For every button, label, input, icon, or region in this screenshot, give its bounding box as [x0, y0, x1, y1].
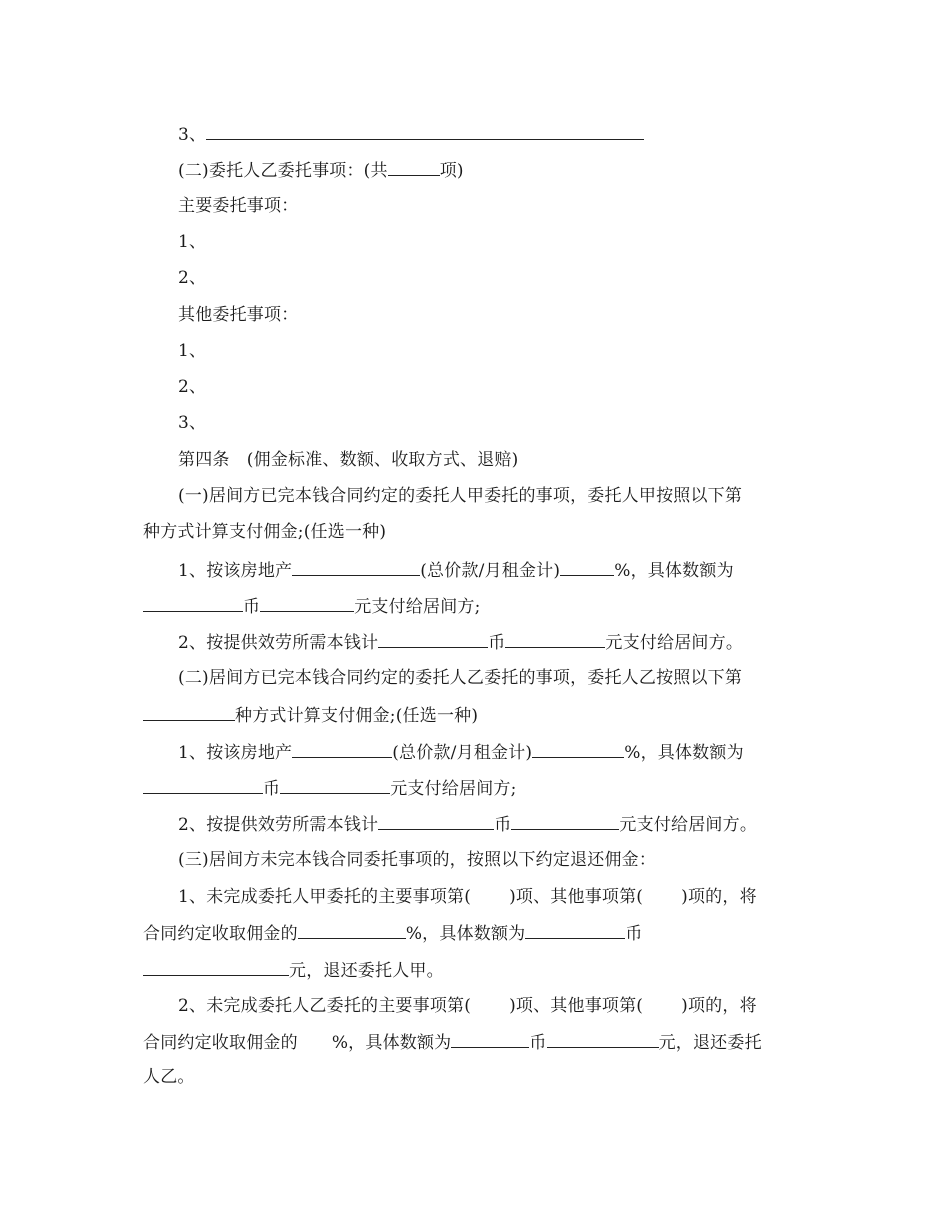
text-segment: )项的，将 [681, 996, 757, 1016]
section-2-heading [178, 158, 858, 182]
blank-line [292, 740, 392, 758]
text-segment: 币 [243, 597, 261, 617]
article-4-heading: 第四条 (佣金标准、数额、收取方式、退赔) [178, 450, 519, 470]
list-item: 1、 [178, 232, 207, 252]
paragraph-line [143, 703, 823, 727]
blank-line [143, 776, 263, 794]
text-segment: 元，退还委托 [658, 1033, 762, 1053]
blank-line [143, 594, 243, 612]
blank-line [260, 594, 354, 612]
paragraph-line: (三)居间方未完本钱合同委托事项的，按照以下约定退还佣金： [178, 850, 657, 870]
list-item: 3、 [178, 413, 207, 433]
list-item: 1、 [178, 341, 207, 361]
text-segment: 2、按提供效劳所需本钱计 [178, 633, 379, 653]
text-segment: 1、按该房地产 [178, 561, 293, 581]
item-3-line [178, 122, 858, 146]
text-segment: %，具体数额为 [331, 1033, 452, 1053]
blank-line [206, 122, 644, 140]
blank-line [298, 921, 406, 939]
paragraph-line [143, 776, 823, 800]
text-segment: 2、未完成委托人乙委托的主要事项第( [178, 996, 472, 1016]
blank-gap [471, 994, 509, 1011]
blank-gap [643, 994, 681, 1011]
list-item: 2、 [178, 268, 207, 288]
blank-line [532, 740, 624, 758]
blank-line [292, 558, 420, 576]
item-number: 3、 [178, 125, 207, 145]
text-segment: 合同约定收取佣金的 [143, 1033, 298, 1053]
blank-line [378, 812, 494, 830]
paragraph-line [178, 994, 858, 1017]
text-segment: 元支付给居间方。 [619, 815, 758, 835]
blank-line [547, 1030, 659, 1048]
text-segment: 合同约定收取佣金的 [143, 924, 298, 944]
text-segment: )项的，将 [681, 887, 757, 907]
text-segment: (总价款/月租金计) [392, 743, 533, 763]
blank-line [280, 776, 390, 794]
text-segment: )项、其他事项第( [509, 887, 644, 907]
blank-gap [298, 1031, 332, 1048]
blank-line [525, 921, 625, 939]
list-item: 2、 [178, 377, 207, 397]
text-segment: 币 [625, 924, 643, 944]
paragraph-line [178, 812, 858, 836]
main-items-heading: 主要委托事项： [178, 196, 299, 216]
paragraph-line [178, 558, 858, 582]
text-segment: )项、其他事项第( [509, 996, 644, 1016]
blank-gap [643, 885, 681, 902]
paragraph-line [178, 740, 858, 764]
text-segment: 项) [439, 161, 464, 181]
text-segment: 种方式计算支付佣金;(任选一种) [235, 706, 479, 726]
blank-line [560, 558, 614, 576]
paragraph-line [143, 958, 823, 982]
other-items-heading: 其他委托事项： [178, 305, 299, 325]
text-segment: 币 [494, 815, 512, 835]
text-segment: 元支付给居间方; [390, 779, 517, 799]
paragraph-line: (一)居间方已完本钱合同约定的委托人甲委托的事项，委托人甲按照以下第 [178, 486, 743, 506]
blank-line [143, 958, 289, 976]
blank-gap [471, 885, 509, 902]
blank-line [505, 630, 605, 648]
text-segment: 2、按提供效劳所需本钱计 [178, 815, 379, 835]
text-segment: 1、按该房地产 [178, 743, 293, 763]
text-segment: %，具体数额为 [624, 743, 744, 763]
text-segment: 元，退还委托人甲。 [289, 961, 444, 981]
blank-line [511, 812, 619, 830]
text-segment: %，具体数额为 [614, 561, 734, 581]
text-segment: 元支付给居间方; [354, 597, 481, 617]
paragraph-line [178, 885, 858, 908]
text-segment: (二)委托人乙委托事项：(共 [178, 161, 388, 181]
paragraph-line: (二)居间方已完本钱合同约定的委托人乙委托的事项，委托人乙按照以下第 [178, 668, 743, 688]
blank-line [451, 1030, 529, 1048]
text-segment: 币 [488, 633, 506, 653]
paragraph-line [143, 594, 823, 618]
paragraph-line [178, 630, 858, 654]
blank-line [388, 158, 440, 176]
paragraph-line [143, 921, 823, 945]
text-segment: %，具体数额为 [405, 924, 526, 944]
paragraph-line: 种方式计算支付佣金;(任选一种) [143, 522, 387, 542]
paragraph-line: 人乙。 [143, 1067, 195, 1087]
text-segment: 元支付给居间方。 [605, 633, 744, 653]
blank-line [143, 703, 235, 721]
text-segment: 币 [263, 779, 281, 799]
blank-line [378, 630, 488, 648]
paragraph-line [143, 1030, 823, 1054]
text-segment: 币 [529, 1033, 547, 1053]
text-segment: (总价款/月租金计) [420, 561, 561, 581]
text-segment: 1、未完成委托人甲委托的主要事项第( [178, 887, 472, 907]
